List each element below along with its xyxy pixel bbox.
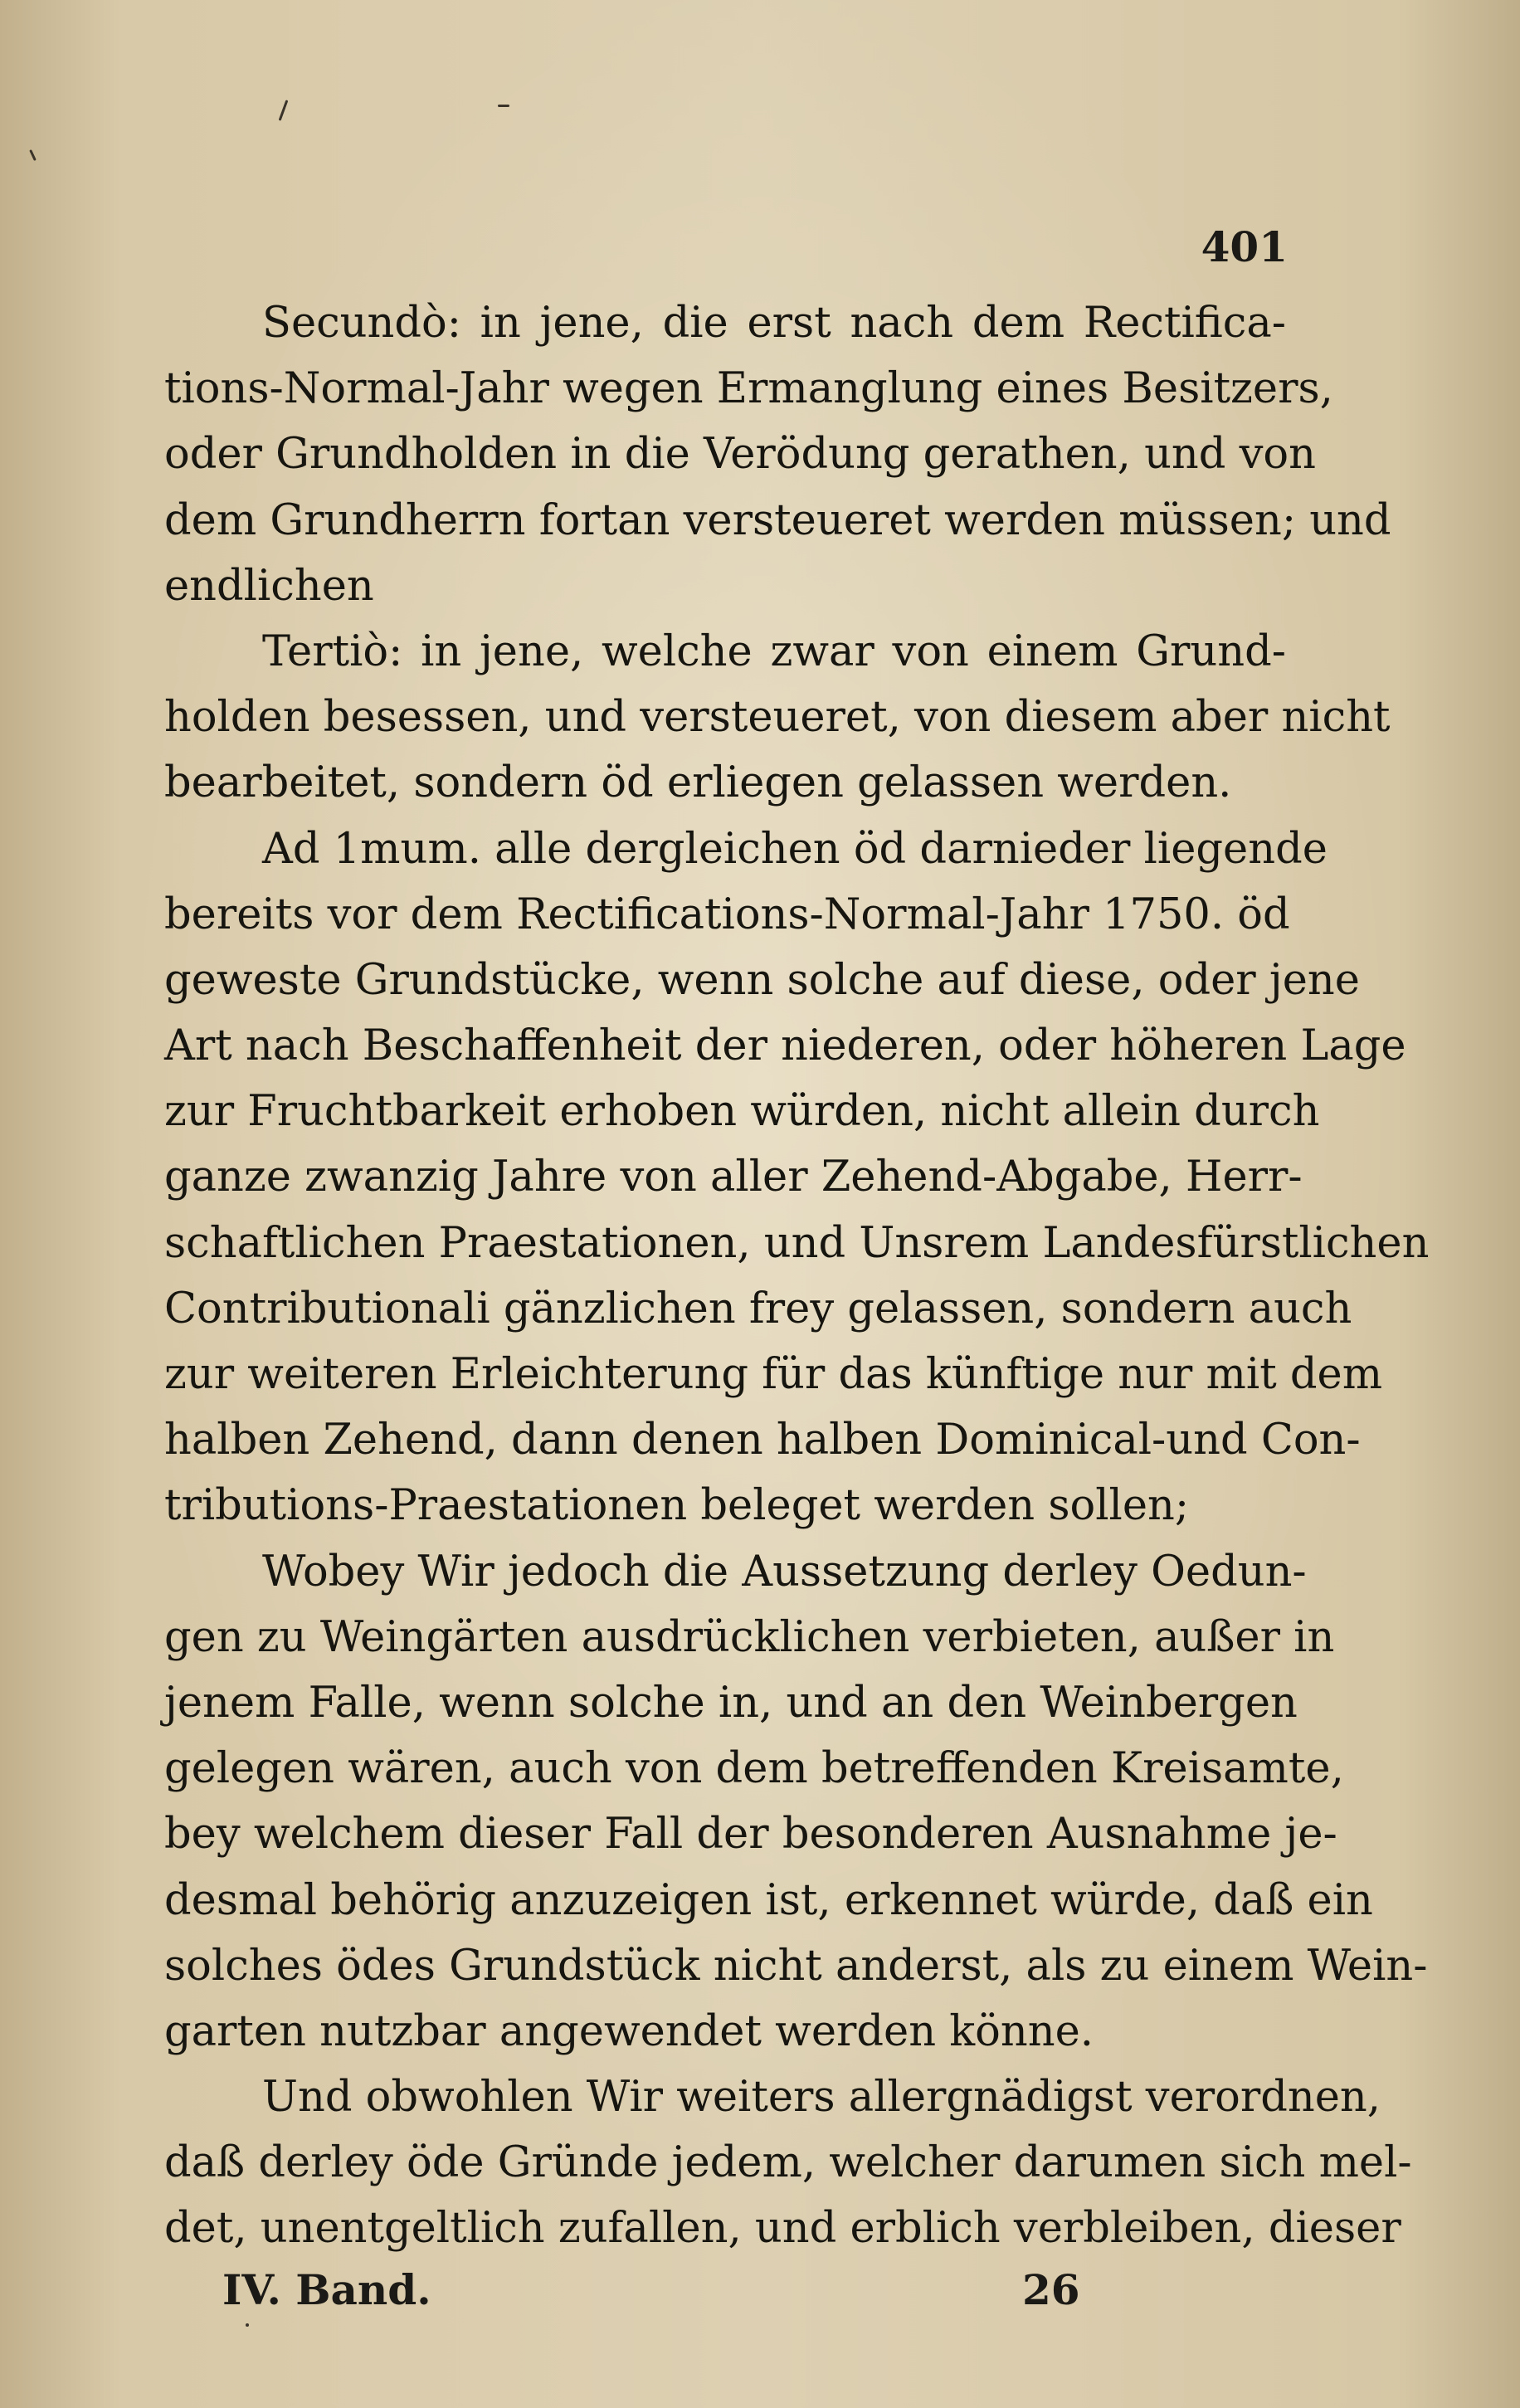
text-line: ganze zwanzig Jahre von aller Zehend-Abgabe, Herr- bbox=[164, 1153, 1303, 1202]
text-line: tributions-Praestationen beleget werden sollen; bbox=[164, 1481, 1190, 1531]
text-line: tions-Normal-Jahr wegen Ermanglung eines Besitzers, bbox=[164, 364, 1333, 414]
text-line: zur Fruchtbarkeit erhoben würden, nicht allein durch bbox=[164, 1087, 1320, 1137]
text-line: endlichen bbox=[164, 561, 374, 611]
text-line: geweste Grundstücke, wenn solche auf diese, oder jene bbox=[164, 955, 1360, 1005]
text-line: jenem Falle, wenn solche in, und an den Weinbergen bbox=[164, 1678, 1298, 1728]
text-line: desmal behörig anzuzeigen ist, erkennet würde, daß ein bbox=[164, 1875, 1373, 1925]
text-line: bereits vor dem Rectifications-Normal-Jahr 1750. öd bbox=[164, 890, 1290, 939]
text-line: oder Grundholden in die Verödung gerathen, und von bbox=[164, 430, 1316, 480]
text-line: bearbeitet, sondern öd erliegen gelassen werden. bbox=[164, 758, 1232, 808]
text-line: holden besessen, und versteueret, von diesem aber nicht bbox=[164, 693, 1391, 743]
paper-speck bbox=[29, 149, 37, 161]
text-line: schaftlichen Praestationen, und Unsrem Landesfürstlichen bbox=[164, 1218, 1430, 1268]
text-line: gen zu Weingärten ausdrücklichen verbieten, außer in bbox=[164, 1612, 1335, 1662]
text-line: Art nach Beschaffenheit der niederen, oder höheren Lage bbox=[164, 1021, 1406, 1071]
text-line: halben Zehend, dann denen halben Dominical-und Con- bbox=[164, 1416, 1361, 1465]
paper-speck bbox=[246, 2323, 249, 2327]
text-line: Ad 1mum. alle dergleichen öd darnieder liegende bbox=[262, 824, 1328, 874]
text-line: Contributionali gänzlichen frey gelassen, sondern auch bbox=[164, 1284, 1352, 1333]
text-line: det, unentgeltlich zufallen, und erblich verbleiben, dieser bbox=[164, 2204, 1401, 2254]
text-line: daß derley öde Gründe jedem, welcher darumen sich mel- bbox=[164, 2138, 1412, 2188]
paper-speck bbox=[279, 100, 289, 120]
text-line: solches ödes Grundstück nicht anderst, als zu einem Wein- bbox=[164, 1941, 1428, 1991]
text-line: Secundò: in jene, die erst nach dem Rectifica- bbox=[262, 299, 1286, 348]
text-line: gelegen wären, auch von dem betreffenden Kreisamte, bbox=[164, 1744, 1344, 1794]
text-line: dem Grundherrn fortan versteueret werden müssen; und bbox=[164, 495, 1391, 545]
text-line: zur weiteren Erleichterung für das künftige nur mit dem bbox=[164, 1350, 1383, 1399]
signature-mark: 26 bbox=[1022, 2265, 1080, 2314]
text-line: bey welchem dieser Fall der besonderen Ausnahme je- bbox=[164, 1810, 1337, 1860]
text-line: garten nutzbar angewendet werden könne. bbox=[164, 2006, 1094, 2056]
page-number: 401 bbox=[1201, 222, 1288, 271]
body-text bbox=[164, 290, 1430, 2262]
text-line: Und obwohlen Wir weiters allergnädigst verordnen, bbox=[262, 2073, 1381, 2123]
text-line: Wobey Wir jedoch die Aussetzung derley Oedun- bbox=[262, 1547, 1307, 1596]
paper-speck bbox=[498, 105, 509, 107]
text-line: Tertiò: in jene, welche zwar von einem Grund- bbox=[262, 626, 1286, 676]
volume-signature: IV. Band. bbox=[222, 2265, 431, 2314]
